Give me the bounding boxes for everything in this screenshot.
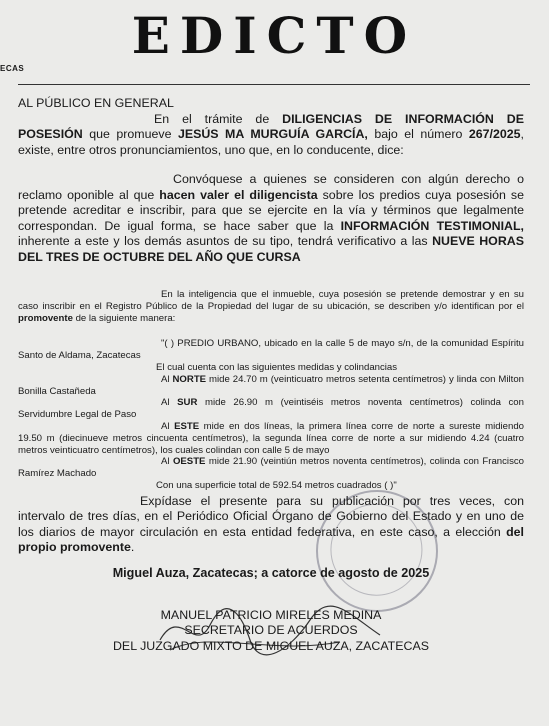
east-boundary: Al ESTE mide en dos líneas, la primera línea corre de norte a sureste midiendo 19.50 m (diecinueve metros cincuenta centímetros), la segunda línea corre de norte a sur midiendo 4.24 (cuatro metros veinticuatro centímetros), los cuales colindan con calle 5 de mayo [18,420,525,456]
court-name: DEL JUZGADO MIXTO DE MIGUEL AUZA, ZACATECAS [112,638,429,653]
corner-fragment: ECAS [0,64,25,73]
signer-role: SECRETARIO DE ACUERDOS [184,623,358,638]
west-boundary: Al OESTE mide 21.90 (veintiún metros noventa centímetros), colinda con Francisco Ramírez Machado [18,456,524,480]
boundaries-intro: El cual cuenta con las siguientes medidas y colindancias [156,361,398,373]
property-description: "( ) PREDIO URBANO, ubicado en la calle 5 de mayo s/n, de la comunidad Espíritu Santo de Aldama, Zacatecas [18,338,524,362]
edict-body [18,96,524,654]
summons-paragraph: Convóquese a quienes se consideren con algún derecho o reclamo oponible al que hacen valer el diligencista sobre los predios cuya posesión se pretende acreditar e inscribir, para que se ejercite en la vía y términos que legalmente correspondan. De igual forma, se hace saber que la INFORMACIÓN TESTIMONIAL, inherente a este y los demás asuntos de su tipo, tendrá verificativo a las NUEVE HORAS DEL TRES DE OCTUBRE DEL AÑO QUE CURSA [18,172,524,264]
publication-paragraph: Expídase el presente para su publicación por tres veces, con intervalo de tres días, en el Periódico Oficial Órgano de Gobierno del Estado y en uno de los diarios de mayor circulación en esta entidad federativa, en este caso, a elección del propio promovente. [18,493,524,555]
property-intro: En la inteligencia que el inmueble, cuya posesión se pretende demostrar y en su caso inscribir en el Registro Público de la Propiedad del lugar de su ubicación, se describen y/o identifican por el promovente de la siguiente manera: [18,289,524,324]
header-rule [18,84,530,85]
place-date-line: Miguel Auza, Zacatecas; a catorce de agosto de 2025 [112,565,430,580]
procedure-paragraph: En el trámite de DILIGENCIAS DE INFORMACIÓN DE POSESIÓN que promueve JESÚS MA MURGUÍA GARCÍA, bajo el número 267/2025, existe, entre otros pronunciamientos, uno que, en lo conducente, dice: [18,111,524,157]
signature-block [18,608,524,655]
south-boundary: Al SUR mide 26.90 m (veintiséis metros noventa centímetros) colinda con Servidumbre Legal de Paso [18,397,524,421]
addressee-line: AL PÚBLICO EN GENERAL [18,96,174,110]
signer-name: MANUEL PATRICIO MIRELES MEDINA [160,607,382,622]
total-area: Con una superficie total de 592.54 metros cuadrados ( )" [156,479,397,491]
north-boundary: Al NORTE mide 24.70 m (veinticuatro metros setenta centímetros) y linda con Milton Bonilla Castañeda [18,373,524,397]
document-title: EDICTO [131,6,418,65]
